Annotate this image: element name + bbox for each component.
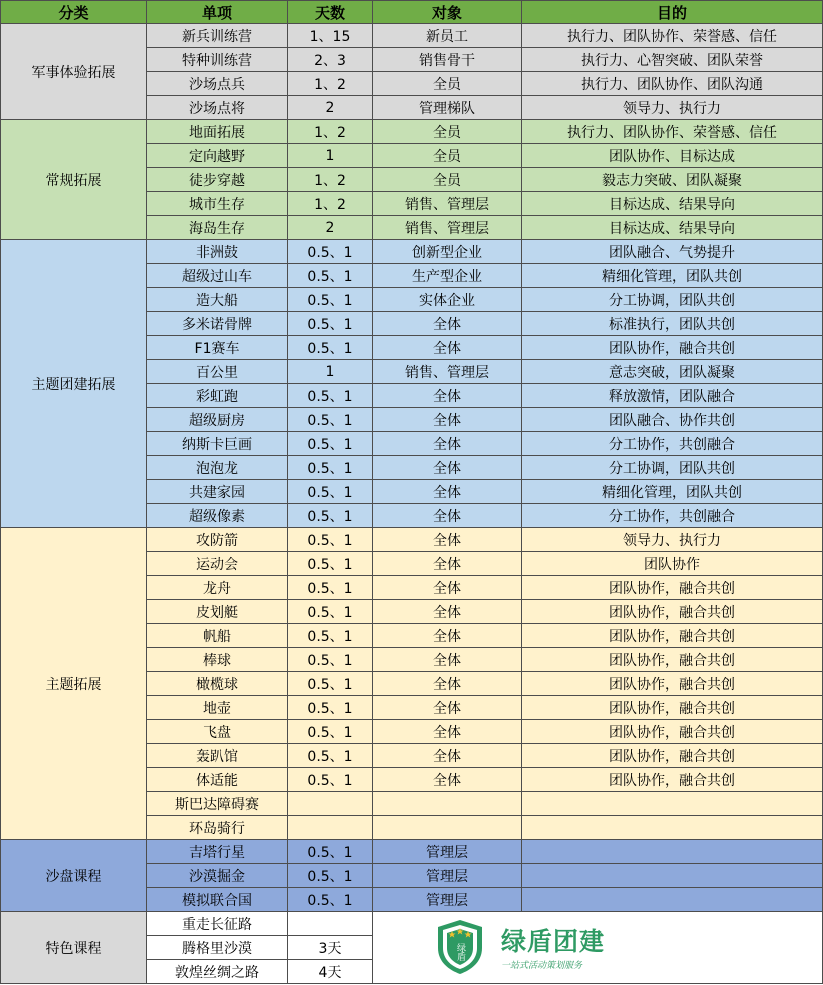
item-cell: 沙场点将	[147, 96, 288, 120]
item-cell: 轰趴馆	[147, 744, 288, 768]
days-cell	[288, 816, 373, 840]
audience-cell: 全体	[373, 336, 522, 360]
audience-cell: 销售、管理层	[373, 216, 522, 240]
logo-tagline: 一站式活动策划服务	[501, 961, 583, 971]
category-cell: 军事体验拓展	[1, 24, 147, 120]
item-cell: F1赛车	[147, 336, 288, 360]
purpose-cell: 毅志力突破、团队凝聚	[522, 168, 823, 192]
days-cell: 1、2	[288, 192, 373, 216]
audience-cell: 全体	[373, 672, 522, 696]
days-cell: 0.5、1	[288, 744, 373, 768]
days-cell: 0.5、1	[288, 336, 373, 360]
purpose-cell: 团队协作、目标达成	[522, 144, 823, 168]
item-cell: 百公里	[147, 360, 288, 384]
audience-cell: 全体	[373, 312, 522, 336]
audience-cell: 管理层	[373, 864, 522, 888]
item-cell: 运动会	[147, 552, 288, 576]
days-cell: 0.5、1	[288, 288, 373, 312]
purpose-cell: 目标达成、结果导向	[522, 216, 823, 240]
purpose-cell: 执行力、心智突破、团队荣誉	[522, 48, 823, 72]
days-cell: 3天	[288, 936, 373, 960]
purpose-cell: 团队协作，融合共创	[522, 600, 823, 624]
audience-cell: 全员	[373, 144, 522, 168]
audience-cell: 全体	[373, 528, 522, 552]
purpose-cell	[522, 792, 823, 816]
item-cell: 环岛骑行	[147, 816, 288, 840]
item-cell: 棒球	[147, 648, 288, 672]
item-cell: 模拟联合国	[147, 888, 288, 912]
audience-cell: 管理层	[373, 840, 522, 864]
category-cell: 特色课程	[1, 912, 147, 984]
audience-cell: 全体	[373, 480, 522, 504]
company-logo	[435, 918, 617, 982]
days-cell: 4天	[288, 960, 373, 984]
purpose-cell: 分工协作，共创融合	[522, 432, 823, 456]
item-cell: 地壶	[147, 696, 288, 720]
days-cell: 0.5、1	[288, 408, 373, 432]
days-cell: 0.5、1	[288, 552, 373, 576]
audience-cell: 管理层	[373, 888, 522, 912]
table-row	[1, 528, 823, 552]
header-row	[1, 1, 823, 24]
audience-cell: 全体	[373, 576, 522, 600]
days-cell: 0.5、1	[288, 648, 373, 672]
days-cell: 0.5、1	[288, 456, 373, 480]
item-cell: 攻防箭	[147, 528, 288, 552]
days-cell: 0.5、1	[288, 312, 373, 336]
purpose-cell: 分工协调，团队共创	[522, 288, 823, 312]
item-cell: 飞盘	[147, 720, 288, 744]
item-cell: 橄榄球	[147, 672, 288, 696]
audience-cell	[373, 816, 522, 840]
item-cell: 敦煌丝绸之路	[147, 960, 288, 984]
purpose-cell: 领导力、执行力	[522, 96, 823, 120]
item-cell: 体适能	[147, 768, 288, 792]
purpose-cell	[522, 816, 823, 840]
audience-cell: 生产型企业	[373, 264, 522, 288]
item-cell: 多米诺骨牌	[147, 312, 288, 336]
purpose-cell: 团队融合、协作共创	[522, 408, 823, 432]
audience-cell: 全员	[373, 120, 522, 144]
item-cell: 沙场点兵	[147, 72, 288, 96]
days-cell: 0.5、1	[288, 768, 373, 792]
days-cell: 2	[288, 96, 373, 120]
item-cell: 城市生存	[147, 192, 288, 216]
item-cell: 彩虹跑	[147, 384, 288, 408]
purpose-cell: 标准执行，团队共创	[522, 312, 823, 336]
item-cell: 沙漠掘金	[147, 864, 288, 888]
purpose-cell: 团队协作，融合共创	[522, 336, 823, 360]
audience-cell: 新员工	[373, 24, 522, 48]
category-cell: 主题拓展	[1, 528, 147, 840]
item-cell: 非洲鼓	[147, 240, 288, 264]
purpose-cell: 领导力、执行力	[522, 528, 823, 552]
audience-cell: 全体	[373, 744, 522, 768]
days-cell: 2、3	[288, 48, 373, 72]
days-cell: 0.5、1	[288, 672, 373, 696]
purpose-cell: 分工协调，团队共创	[522, 456, 823, 480]
item-cell: 共建家园	[147, 480, 288, 504]
header-item: 单项	[147, 1, 288, 24]
days-cell	[288, 912, 373, 936]
days-cell: 0.5、1	[288, 504, 373, 528]
purpose-cell: 团队协作，融合共创	[522, 624, 823, 648]
days-cell: 0.5、1	[288, 240, 373, 264]
days-cell: 1	[288, 360, 373, 384]
purpose-cell: 执行力、团队协作、团队沟通	[522, 72, 823, 96]
header-days: 天数	[288, 1, 373, 24]
item-cell: 纳斯卡巨画	[147, 432, 288, 456]
purpose-cell: 团队协作	[522, 552, 823, 576]
days-cell: 1、2	[288, 72, 373, 96]
audience-cell: 全体	[373, 432, 522, 456]
days-cell: 0.5、1	[288, 528, 373, 552]
header-audience: 对象	[373, 1, 522, 24]
category-cell: 主题团建拓展	[1, 240, 147, 528]
header-category: 分类	[1, 1, 147, 24]
item-cell: 徒步穿越	[147, 168, 288, 192]
days-cell: 0.5、1	[288, 264, 373, 288]
days-cell: 0.5、1	[288, 480, 373, 504]
days-cell: 0.5、1	[288, 696, 373, 720]
item-cell: 超级厨房	[147, 408, 288, 432]
audience-cell: 销售、管理层	[373, 360, 522, 384]
shield-icon	[435, 918, 485, 976]
purpose-cell: 团队协作，融合共创	[522, 696, 823, 720]
item-cell: 地面拓展	[147, 120, 288, 144]
item-cell: 新兵训练营	[147, 24, 288, 48]
days-cell: 1、2	[288, 120, 373, 144]
shield-text: 绿盾	[455, 943, 465, 961]
audience-cell: 管理梯队	[373, 96, 522, 120]
audience-cell: 全体	[373, 600, 522, 624]
logo-cell	[373, 912, 823, 984]
days-cell: 0.5、1	[288, 384, 373, 408]
days-cell	[288, 792, 373, 816]
item-cell: 泡泡龙	[147, 456, 288, 480]
table-row	[1, 840, 823, 864]
purpose-cell: 团队协作，融合共创	[522, 768, 823, 792]
days-cell: 0.5、1	[288, 624, 373, 648]
audience-cell	[373, 792, 522, 816]
header-purpose: 目的	[522, 1, 823, 24]
audience-cell: 全体	[373, 720, 522, 744]
item-cell: 斯巴达障碍赛	[147, 792, 288, 816]
audience-cell: 全员	[373, 72, 522, 96]
purpose-cell	[522, 888, 823, 912]
purpose-cell: 团队协作，融合共创	[522, 744, 823, 768]
purpose-cell	[522, 840, 823, 864]
table-row	[1, 912, 823, 936]
days-cell: 0.5、1	[288, 720, 373, 744]
audience-cell: 销售、管理层	[373, 192, 522, 216]
item-cell: 超级过山车	[147, 264, 288, 288]
audience-cell: 全体	[373, 456, 522, 480]
logo-name: 绿盾团建	[501, 927, 606, 956]
item-cell: 海岛生存	[147, 216, 288, 240]
purpose-cell: 释放激情，团队融合	[522, 384, 823, 408]
audience-cell: 全体	[373, 648, 522, 672]
purpose-cell: 团队协作，融合共创	[522, 720, 823, 744]
item-cell: 腾格里沙漠	[147, 936, 288, 960]
audience-cell: 创新型企业	[373, 240, 522, 264]
days-cell: 1、2	[288, 168, 373, 192]
table-row	[1, 120, 823, 144]
item-cell: 定向越野	[147, 144, 288, 168]
purpose-cell: 团队融合、气势提升	[522, 240, 823, 264]
purpose-cell: 分工协作，共创融合	[522, 504, 823, 528]
audience-cell: 全体	[373, 408, 522, 432]
purpose-cell: 执行力、团队协作、荣誉感、信任	[522, 24, 823, 48]
purpose-cell: 执行力、团队协作、荣誉感、信任	[522, 120, 823, 144]
audience-cell: 实体企业	[373, 288, 522, 312]
days-cell: 1	[288, 144, 373, 168]
purpose-cell	[522, 864, 823, 888]
category-cell: 常规拓展	[1, 120, 147, 240]
audience-cell: 全体	[373, 504, 522, 528]
item-cell: 造大船	[147, 288, 288, 312]
days-cell: 1、15	[288, 24, 373, 48]
item-cell: 特种训练营	[147, 48, 288, 72]
days-cell: 0.5、1	[288, 600, 373, 624]
purpose-cell: 团队协作，融合共创	[522, 576, 823, 600]
item-cell: 吉塔行星	[147, 840, 288, 864]
days-cell: 0.5、1	[288, 840, 373, 864]
audience-cell: 全体	[373, 624, 522, 648]
table-row	[1, 24, 823, 48]
purpose-cell: 精细化管理，团队共创	[522, 264, 823, 288]
days-cell: 0.5、1	[288, 576, 373, 600]
audience-cell: 全体	[373, 768, 522, 792]
audience-cell: 全体	[373, 384, 522, 408]
item-cell: 超级像素	[147, 504, 288, 528]
purpose-cell: 意志突破，团队凝聚	[522, 360, 823, 384]
purpose-cell: 目标达成、结果导向	[522, 192, 823, 216]
table-row	[1, 240, 823, 264]
purpose-cell: 团队协作，融合共创	[522, 648, 823, 672]
item-cell: 龙舟	[147, 576, 288, 600]
days-cell: 0.5、1	[288, 888, 373, 912]
days-cell: 0.5、1	[288, 864, 373, 888]
audience-cell: 全体	[373, 552, 522, 576]
days-cell: 0.5、1	[288, 432, 373, 456]
audience-cell: 全员	[373, 168, 522, 192]
days-cell: 2	[288, 216, 373, 240]
item-cell: 皮划艇	[147, 600, 288, 624]
audience-cell: 销售骨干	[373, 48, 522, 72]
purpose-cell: 精细化管理，团队共创	[522, 480, 823, 504]
audience-cell: 全体	[373, 696, 522, 720]
purpose-cell: 团队协作，融合共创	[522, 672, 823, 696]
item-cell: 重走长征路	[147, 912, 288, 936]
item-cell: 帆船	[147, 624, 288, 648]
category-cell: 沙盘课程	[1, 840, 147, 912]
